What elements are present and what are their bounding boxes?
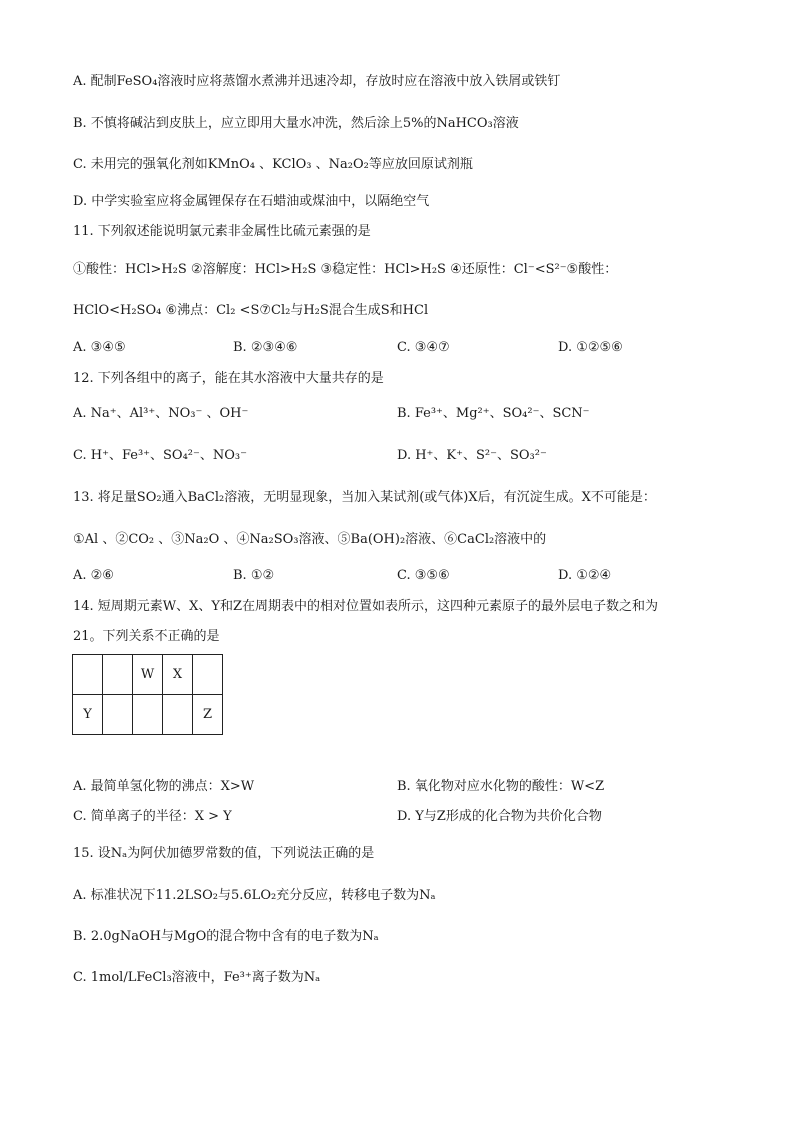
table-row [73, 695, 223, 735]
q13-option-a: A. ②⑥ [73, 568, 114, 583]
option-b-line: B. 不慎将碱沾到皮肤上，应立即用大量水冲洗，然后涂上5%的NaHCO₃溶液 [73, 116, 519, 131]
q13-option-d: D. ①②④ [558, 568, 612, 583]
question-11-stem: 11. 下列叙述能说明氯元素非金属性比硫元素强的是 [73, 224, 371, 239]
table-cell [193, 655, 223, 695]
q15-option-b: B. 2.0gNaOH与MgO的混合物中含有的电子数为Nₐ [73, 929, 379, 944]
q11-option-c: C. ③④⑦ [397, 340, 450, 355]
q13-option-b: B. ①② [233, 568, 275, 583]
table-cell: Y [73, 695, 103, 735]
question-13-stem: 13. 将足量SO₂通入BaCl₂溶液，无明显现象，当加入某试剂(或气体)X后，有沉淀生成。X不可能是： [73, 490, 656, 505]
q14-option-b: B. 氧化物对应水化物的酸性：W<Z [397, 779, 605, 794]
option-c-line: C. 未用完的强氧化剂如KMnO₄ 、KClO₃ 、Na₂O₂等应放回原试剂瓶 [73, 157, 473, 172]
table-cell [103, 695, 133, 735]
q15-option-a: A. 标准状况下11.2LSO₂与5.6LO₂充分反应，转移电子数为Nₐ [73, 888, 436, 903]
question-14-stem: 14. 短周期元素W、X、Y和Z在周期表中的相对位置如表所示，这四种元素原子的最外层电子数之和为 [73, 599, 659, 614]
question-14-stem-cont: 21。下列关系不正确的是 [73, 629, 220, 644]
question-11-statements-1: ①酸性：HCl>H₂S ②溶解度：HCl>H₂S ③稳定性：HCl>H₂S ④还原性：Cl⁻<S²⁻⑤酸性： [73, 262, 618, 277]
q12-option-d: D. H⁺、K⁺、S²⁻、SO₃²⁻ [397, 448, 547, 463]
table-cell [133, 695, 163, 735]
table-cell [163, 695, 193, 735]
table-cell: W [133, 655, 163, 695]
q14-option-c: C. 简单离子的半径：X > Y [73, 809, 232, 824]
question-15-stem: 15. 设Nₐ为阿伏加德罗常数的值，下列说法正确的是 [73, 846, 375, 861]
q12-option-b: B. Fe³⁺、Mg²⁺、SO₄²⁻、SCN⁻ [397, 406, 590, 421]
question-13-substances: ①Al 、②CO₂ 、③Na₂O 、④Na₂SO₃溶液、⑤Ba(OH)₂溶液、⑥CaCl₂溶液中的 [73, 532, 547, 547]
table-cell: X [163, 655, 193, 695]
q14-option-a: A. 最简单氢化物的沸点：X>W [73, 779, 255, 794]
q14-option-d: D. Y与Z形成的化合物为共价化合物 [397, 809, 602, 824]
periodic-table-fragment [72, 654, 223, 735]
table-cell: Z [193, 695, 223, 735]
option-d-line: D. 中学实验室应将金属锂保存在石蜡油或煤油中，以隔绝空气 [73, 194, 430, 209]
q13-option-c: C. ③⑤⑥ [397, 568, 450, 583]
q11-option-b: B. ②③④⑥ [233, 340, 298, 355]
question-12-stem: 12. 下列各组中的离子，能在其水溶液中大量共存的是 [73, 371, 384, 386]
table-cell [73, 655, 103, 695]
table-cell [103, 655, 133, 695]
q12-option-c: C. H⁺、Fe³⁺、SO₄²⁻、NO₃⁻ [73, 448, 247, 463]
q12-option-a: A. Na⁺、Al³⁺、NO₃⁻ 、OH⁻ [73, 406, 249, 421]
question-11-statements-2: HClO<H₂SO₄ ⑥沸点：Cl₂ <S⑦Cl₂与H₂S混合生成S和HCl [73, 303, 429, 318]
q15-option-c: C. 1mol/LFeCl₃溶液中，Fe³⁺离子数为Nₐ [73, 970, 321, 985]
table-row [73, 655, 223, 695]
q11-option-d: D. ①②⑤⑥ [558, 340, 623, 355]
q11-option-a: A. ③④⑤ [73, 340, 126, 355]
option-a-line: A. 配制FeSO₄溶液时应将蒸馏水煮沸并迅速冷却，存放时应在溶液中放入铁屑或铁钉 [73, 74, 561, 89]
